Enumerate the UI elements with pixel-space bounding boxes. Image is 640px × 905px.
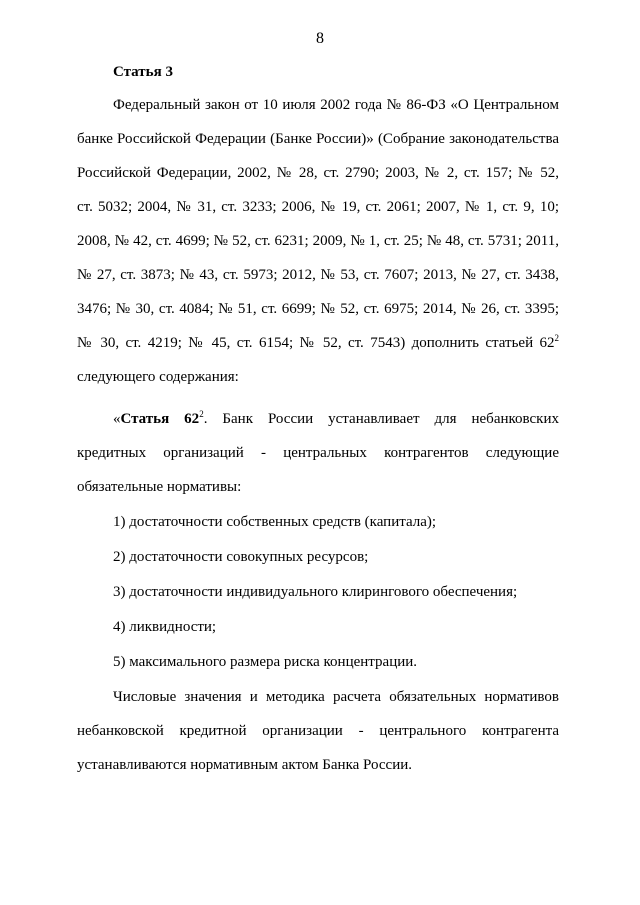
paragraph-line: 3476; № 30, ст. 4084; № 51, ст. 6699; № 52, ст. 6975; 2014, № 26, ст. 3395; [77, 301, 559, 317]
list-item: 2) достаточности совокупных ресурсов; [113, 549, 369, 565]
paragraph-line: ст. 5032; 2004, № 31, ст. 3233; 2006, № 19, ст. 2061; 2007, № 1, ст. 9, 10; [77, 199, 559, 215]
open-quote: « [113, 411, 121, 427]
paragraph-line-text: № 30, ст. 4219; № 45, ст. 6154; № 52, ст. 7543) дополнить статьей 62 [77, 335, 555, 351]
paragraph-line: банке Российской Федерации (Банке России)» (Собрание законодательства [77, 131, 559, 147]
list-item: 4) ликвидности; [113, 619, 217, 635]
superscript: 2 [199, 409, 204, 419]
paragraph-line-text: . Банк России устанавливает для небанковских [203, 411, 559, 427]
paragraph-line [77, 402, 559, 436]
paragraph-line: 2008, № 42, ст. 4699; № 52, ст. 6231; 2009, № 1, ст. 25; № 48, ст. 5731; 2011, [77, 233, 559, 249]
paragraph-line: № 27, ст. 3873; № 43, ст. 5973; 2012, № 53, ст. 7607; 2013, № 27, ст. 3438, [77, 267, 559, 283]
paragraph-numeric-values [77, 680, 559, 782]
paragraph-line: Числовые значения и методика расчета обязательных нормативов [113, 689, 559, 705]
superscript: 2 [554, 333, 559, 343]
paragraph-line: следующего содержания: [77, 369, 239, 385]
paragraph-line: Федеральный закон от 10 июля 2002 года № 86-ФЗ «О Центральном [113, 97, 559, 113]
paragraph-article-62 [77, 402, 559, 504]
paragraph-line: небанковской кредитной организации - центрального контрагента [77, 723, 559, 739]
list-item: 3) достаточности индивидуального клирингового обеспечения; [113, 584, 518, 600]
article-title: Статья 62 [120, 411, 200, 427]
paragraph-line: устанавливаются нормативным актом Банка России. [77, 757, 412, 773]
paragraph-line: обязательные нормативы: [77, 479, 242, 495]
list-item: 5) максимального размера риска концентрации. [113, 654, 418, 670]
page-number: 8 [316, 30, 324, 47]
paragraph-amendment [77, 88, 559, 394]
article-heading: Статья 3 [113, 64, 173, 80]
paragraph-line [77, 326, 559, 360]
paragraph-line: кредитных организаций - центральных контрагентов следующие [77, 445, 559, 461]
paragraph-line: Российской Федерации, 2002, № 28, ст. 2790; 2003, № 2, ст. 157; № 52, [77, 165, 559, 181]
list-item: 1) достаточности собственных средств (капитала); [113, 514, 437, 530]
